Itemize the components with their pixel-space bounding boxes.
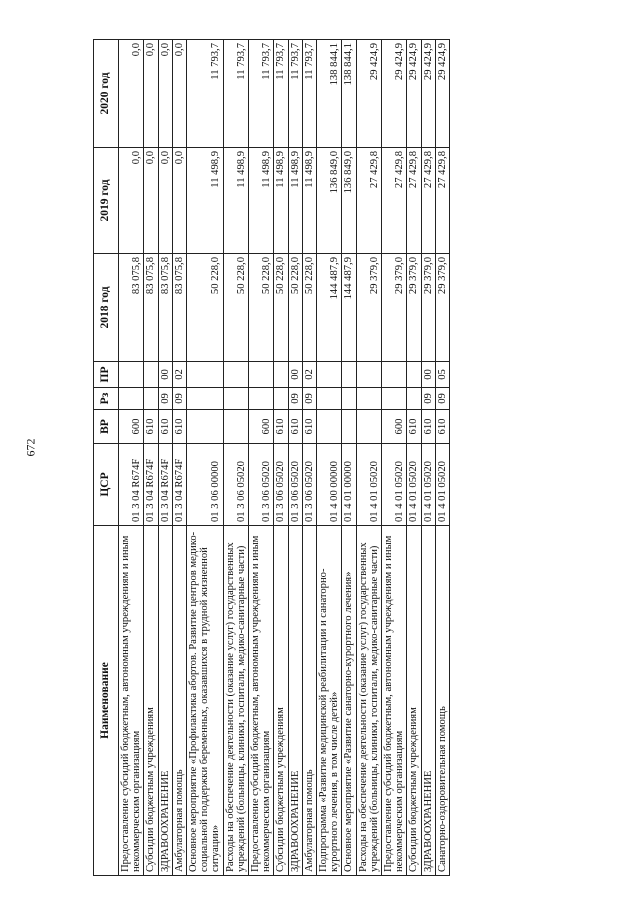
cell-2019: 27 429,8 [382, 148, 407, 254]
cell-name: Расходы на обеспечение деятельности (оказание услуг) государственных учреждений (больницы, клиники, госпитали, медико-санитарные части) [223, 526, 248, 876]
cell-2020: 29 424,9 [382, 40, 407, 148]
cell-2018: 50 228,0 [274, 254, 288, 362]
table-row [158, 40, 172, 876]
cell-pr: 00 [288, 362, 302, 388]
cell-pr [407, 362, 421, 388]
cell-pr [356, 362, 381, 388]
cell-rz [382, 388, 407, 410]
cell-csr: 01 3 04 R674F [158, 444, 172, 526]
table-row [144, 40, 158, 876]
cell-pr [187, 362, 224, 388]
cell-pr: 00 [421, 362, 435, 388]
cell-rz [144, 388, 158, 410]
cell-pr: 02 [302, 362, 316, 388]
cell-name: Субсидии бюджетным учреждениям [407, 526, 421, 876]
cell-2020: 0,0 [158, 40, 172, 148]
cell-csr: 01 3 06 05020 [288, 444, 302, 526]
cell-vr: 610 [407, 410, 421, 444]
cell-pr [382, 362, 407, 388]
cell-name: Предоставление субсидий бюджетным, автономным учреждениям и иным некоммерческим организациям [249, 526, 274, 876]
cell-vr [356, 410, 381, 444]
cell-2018: 50 228,0 [302, 254, 316, 362]
cell-csr: 01 4 01 05020 [382, 444, 407, 526]
cell-vr: 610 [435, 410, 449, 444]
cell-rz [407, 388, 421, 410]
cell-2020: 11 793,7 [187, 40, 224, 148]
cell-rz [223, 388, 248, 410]
cell-2020: 29 424,9 [356, 40, 381, 148]
cell-2020: 29 424,9 [407, 40, 421, 148]
cell-name: Субсидии бюджетным учреждениям [274, 526, 288, 876]
cell-csr: 01 3 06 00000 [187, 444, 224, 526]
cell-name: Предоставление субсидий бюджетным, автономным учреждениям и иным некоммерческим организациям [119, 526, 144, 876]
cell-2018: 50 228,0 [288, 254, 302, 362]
cell-2019: 27 429,8 [407, 148, 421, 254]
cell-vr [317, 410, 342, 444]
cell-pr [223, 362, 248, 388]
cell-rz: 09 [435, 388, 449, 410]
cell-name: Амбулаторная помощь [302, 526, 316, 876]
table-row [187, 40, 224, 876]
cell-2018: 29 379,0 [421, 254, 435, 362]
cell-2019: 0,0 [144, 148, 158, 254]
cell-rz [249, 388, 274, 410]
cell-2019: 11 498,9 [302, 148, 316, 254]
cell-2018: 83 075,8 [119, 254, 144, 362]
cell-rz: 09 [288, 388, 302, 410]
cell-csr: 01 3 04 R674F [119, 444, 144, 526]
cell-vr: 600 [249, 410, 274, 444]
table-row [172, 40, 186, 876]
cell-name: Основное мероприятие «Профилактика абортов. Развитие центров медико-социальной поддержки беременных, оказавшихся в трудной жизненной ситуации» [187, 526, 224, 876]
cell-rz [342, 388, 356, 410]
cell-2020: 11 793,7 [302, 40, 316, 148]
cell-2020: 0,0 [144, 40, 158, 148]
header-rz: Рз [94, 388, 119, 410]
cell-2020: 11 793,7 [274, 40, 288, 148]
cell-pr [249, 362, 274, 388]
cell-rz [119, 388, 144, 410]
table-row [317, 40, 342, 876]
cell-vr: 600 [119, 410, 144, 444]
cell-pr: 02 [172, 362, 186, 388]
cell-vr: 610 [274, 410, 288, 444]
cell-name: Предоставление субсидий бюджетным, автономным учреждениям и иным некоммерческим организациям [382, 526, 407, 876]
table-row [223, 40, 248, 876]
cell-2019: 11 498,9 [274, 148, 288, 254]
cell-2019: 0,0 [158, 148, 172, 254]
cell-pr: 00 [158, 362, 172, 388]
cell-2020: 11 793,7 [249, 40, 274, 148]
cell-2020: 11 793,7 [223, 40, 248, 148]
cell-2018: 83 075,8 [144, 254, 158, 362]
cell-rz: 09 [302, 388, 316, 410]
cell-2019: 11 498,9 [187, 148, 224, 254]
cell-csr: 01 3 06 05020 [274, 444, 288, 526]
cell-2018: 50 228,0 [249, 254, 274, 362]
cell-pr [317, 362, 342, 388]
cell-name: Основное мероприятие «Развитие санаторно-курортного лечения» [342, 526, 356, 876]
cell-vr: 610 [172, 410, 186, 444]
cell-rz [317, 388, 342, 410]
cell-csr: 01 4 01 05020 [421, 444, 435, 526]
cell-2019: 27 429,8 [356, 148, 381, 254]
cell-2018: 29 379,0 [382, 254, 407, 362]
cell-rz [274, 388, 288, 410]
header-2020: 2020 год [94, 40, 119, 148]
table-row [435, 40, 449, 876]
cell-2020: 11 793,7 [288, 40, 302, 148]
cell-2019: 11 498,9 [288, 148, 302, 254]
table-body [119, 40, 450, 876]
table-header-row [94, 40, 119, 876]
cell-2019: 27 429,8 [435, 148, 449, 254]
table-row [288, 40, 302, 876]
cell-csr: 01 4 01 05020 [435, 444, 449, 526]
cell-2018: 144 487,9 [317, 254, 342, 362]
cell-2018: 29 379,0 [356, 254, 381, 362]
page-number: 672 [23, 438, 38, 457]
cell-pr [342, 362, 356, 388]
header-pr: ПР [94, 362, 119, 388]
cell-rz [356, 388, 381, 410]
cell-csr: 01 3 04 R674F [144, 444, 158, 526]
header-2018: 2018 год [94, 254, 119, 362]
cell-name: ЗДРАВООХРАНЕНИЕ [158, 526, 172, 876]
cell-vr: 600 [382, 410, 407, 444]
cell-name: Субсидии бюджетным учреждениям [144, 526, 158, 876]
cell-vr: 610 [302, 410, 316, 444]
cell-name: Санаторно-оздоровительная помощь [435, 526, 449, 876]
cell-2020: 138 844,1 [342, 40, 356, 148]
cell-rz: 09 [172, 388, 186, 410]
cell-csr: 01 4 01 05020 [407, 444, 421, 526]
header-name: Наименование [94, 526, 119, 876]
cell-csr: 01 3 06 05020 [223, 444, 248, 526]
cell-rz [187, 388, 224, 410]
cell-2019: 27 429,8 [421, 148, 435, 254]
cell-vr [342, 410, 356, 444]
cell-2019: 136 849,0 [317, 148, 342, 254]
cell-csr: 01 4 01 00000 [342, 444, 356, 526]
cell-name: ЗДРАВООХРАНЕНИЕ [421, 526, 435, 876]
cell-pr: 05 [435, 362, 449, 388]
cell-rz: 09 [421, 388, 435, 410]
cell-csr: 01 3 06 05020 [302, 444, 316, 526]
cell-2018: 83 075,8 [158, 254, 172, 362]
table-row [274, 40, 288, 876]
table-row [342, 40, 356, 876]
cell-pr [274, 362, 288, 388]
cell-name: ЗДРАВООХРАНЕНИЕ [288, 526, 302, 876]
cell-vr: 610 [158, 410, 172, 444]
cell-csr: 01 4 00 00000 [317, 444, 342, 526]
cell-2020: 138 844,1 [317, 40, 342, 148]
table-row [356, 40, 381, 876]
cell-csr: 01 3 04 R674F [172, 444, 186, 526]
cell-vr: 610 [144, 410, 158, 444]
cell-vr [187, 410, 224, 444]
table-row [382, 40, 407, 876]
cell-2018: 144 487,9 [342, 254, 356, 362]
cell-pr [119, 362, 144, 388]
header-vr: ВР [94, 410, 119, 444]
header-csr: ЦСР [94, 444, 119, 526]
table-row [119, 40, 144, 876]
budget-table [93, 39, 450, 876]
rotated-page-content [93, 40, 450, 876]
cell-2018: 50 228,0 [223, 254, 248, 362]
cell-csr: 01 4 01 05020 [356, 444, 381, 526]
cell-csr: 01 3 06 05020 [249, 444, 274, 526]
cell-2018: 29 379,0 [407, 254, 421, 362]
cell-2020: 0,0 [119, 40, 144, 148]
cell-2020: 0,0 [172, 40, 186, 148]
cell-rz: 09 [158, 388, 172, 410]
cell-2019: 0,0 [172, 148, 186, 254]
header-2019: 2019 год [94, 148, 119, 254]
cell-vr: 610 [288, 410, 302, 444]
cell-2018: 29 379,0 [435, 254, 449, 362]
cell-2020: 29 424,9 [421, 40, 435, 148]
table-row [249, 40, 274, 876]
cell-vr: 610 [421, 410, 435, 444]
cell-2018: 83 075,8 [172, 254, 186, 362]
cell-name: Амбулаторная помощь [172, 526, 186, 876]
cell-vr [223, 410, 248, 444]
cell-2018: 50 228,0 [187, 254, 224, 362]
cell-name: Расходы на обеспечение деятельности (оказание услуг) государственных учреждений (больницы, клиники, госпитали, медико-санитарные части) [356, 526, 381, 876]
cell-2019: 136 849,0 [342, 148, 356, 254]
table-row [421, 40, 435, 876]
cell-2019: 0,0 [119, 148, 144, 254]
table-row [302, 40, 316, 876]
cell-pr [144, 362, 158, 388]
cell-name: Подпрограмма «Развитие медицинской реабилитации и санаторно-курортного лечения, в том числе детей» [317, 526, 342, 876]
table-row [407, 40, 421, 876]
cell-2020: 29 424,9 [435, 40, 449, 148]
cell-2019: 11 498,9 [223, 148, 248, 254]
cell-2019: 11 498,9 [249, 148, 274, 254]
